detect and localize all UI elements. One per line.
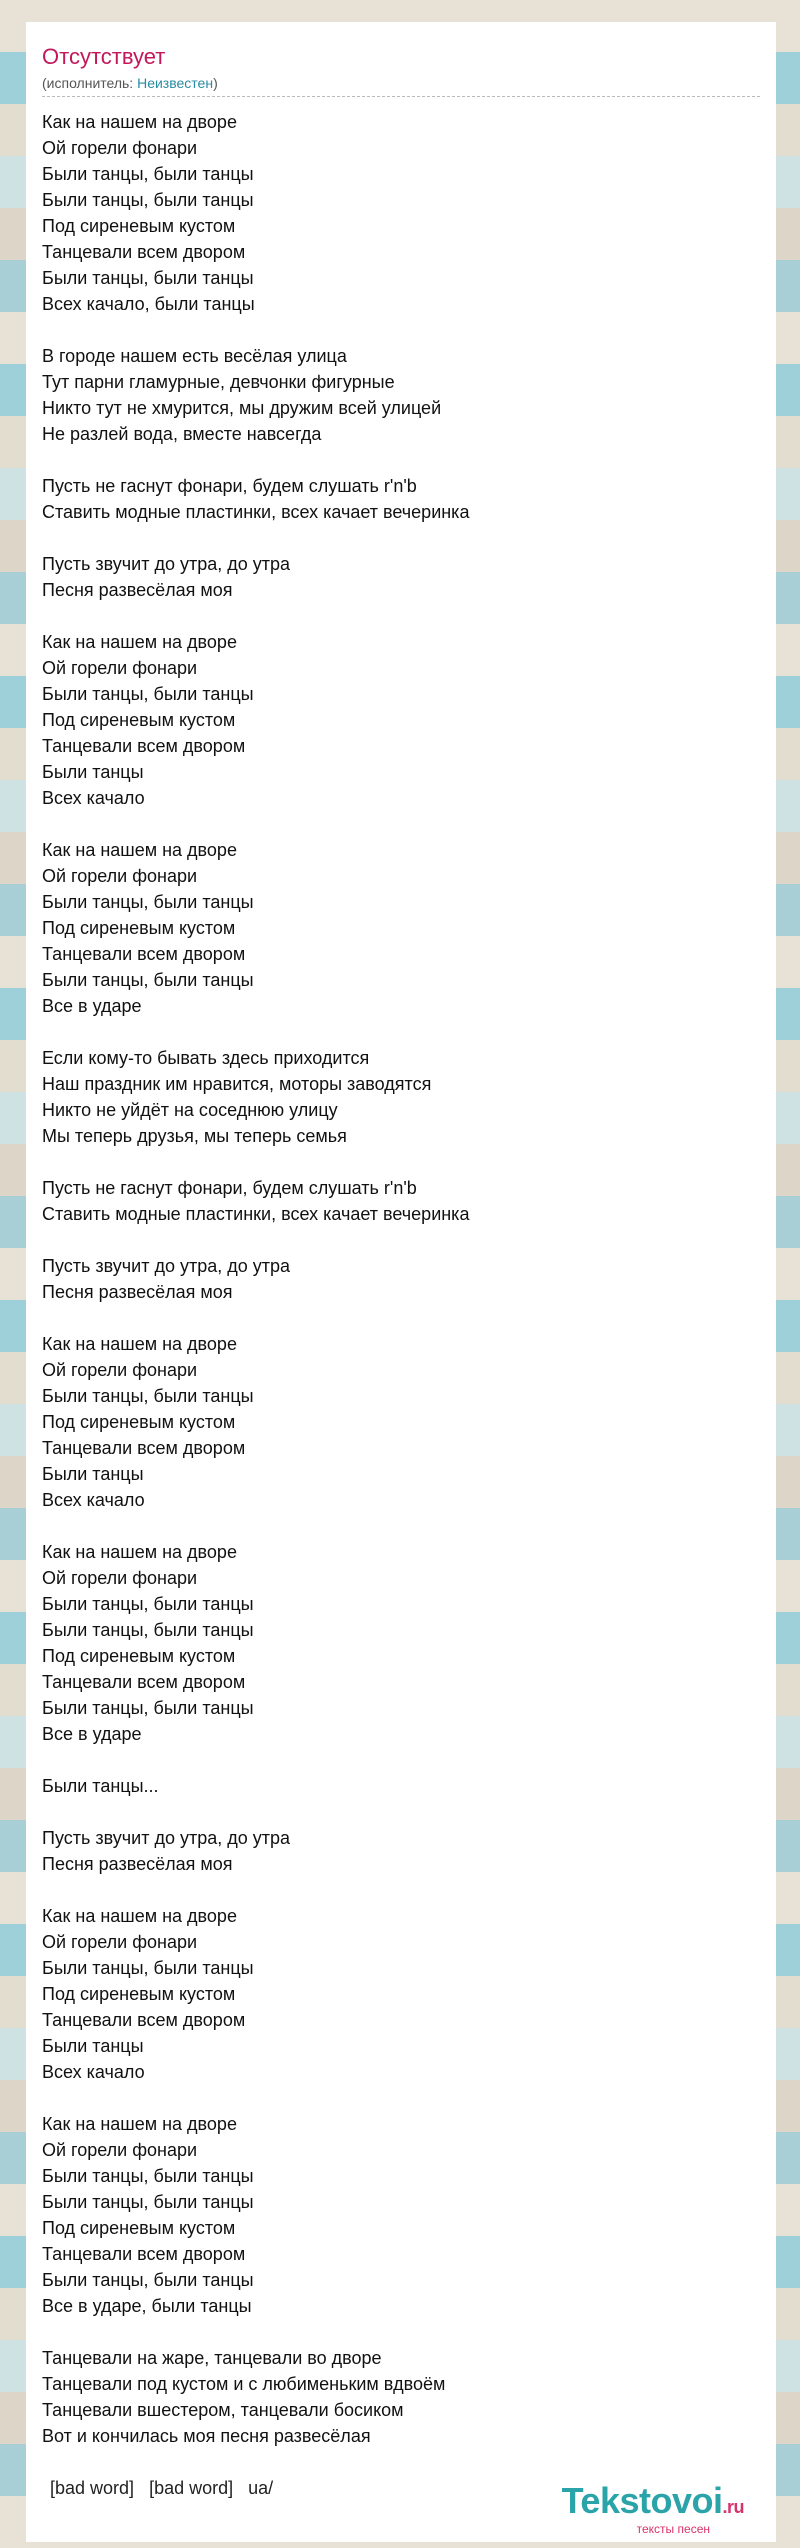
lyrics-line: Как на нашем на дворе: [42, 1906, 237, 1926]
lyrics-line: Пусть не гаснут фонари, будем слушать r'n'b: [42, 1178, 417, 1198]
lyrics-line: В городе нашем есть весёлая улица: [42, 346, 347, 366]
lyrics-line: Были танцы: [42, 2036, 144, 2056]
logo-tld: .ru: [722, 2497, 744, 2517]
lyrics-line: Ой горели фонари: [42, 658, 198, 678]
artist-line: [42, 74, 760, 97]
lyrics-stanza: [42, 109, 760, 317]
lyrics-stanza: [42, 343, 760, 447]
lyrics-line: Ой горели фонари: [42, 1360, 198, 1380]
lyrics-line: Ой горели фонари: [42, 138, 198, 158]
lyrics-line: Были танцы, были танцы: [42, 190, 254, 210]
bad-word-3: ua/: [248, 2478, 274, 2498]
lyrics-stanza: [42, 837, 760, 1019]
artist-link[interactable]: Неизвестен: [137, 75, 214, 91]
lyrics-line: Всех качало, были танцы: [42, 294, 255, 314]
bad-word-2: [bad word]: [149, 2478, 234, 2498]
lyrics-line: Были танцы...: [42, 1776, 159, 1796]
lyrics-line: Если кому-то бывать здесь приходится: [42, 1048, 370, 1068]
lyrics-line: Были танцы, были танцы: [42, 1620, 254, 1640]
lyrics-line: Танцевали всем двором: [42, 242, 246, 262]
lyrics-line: Были танцы, были танцы: [42, 1386, 254, 1406]
lyrics-line: Танцевали на жаре, танцевали во дворе: [42, 2348, 382, 2368]
lyrics-line: Танцевали всем двором: [42, 1438, 246, 1458]
lyrics-line: Под сиреневым кустом: [42, 216, 236, 236]
lyrics-line: Песня развесёлая моя: [42, 1854, 233, 1874]
lyrics-line: Песня развесёлая моя: [42, 580, 233, 600]
lyrics-stanza: [42, 551, 760, 603]
lyrics-stanza: [42, 1253, 760, 1305]
lyrics-line: Были танцы, были танцы: [42, 892, 254, 912]
lyrics-line: Были танцы, были танцы: [42, 2192, 254, 2212]
artist-prefix: (исполнитель:: [42, 75, 138, 91]
lyrics-line: Танцевали всем двором: [42, 1672, 246, 1692]
lyrics-line: Как на нашем на дворе: [42, 2114, 237, 2134]
lyrics-line: Не разлей вода, вместе навсегда: [42, 424, 322, 444]
lyrics-body: [42, 109, 760, 2449]
lyrics-stanza: [42, 2111, 760, 2319]
lyrics-stanza: [42, 629, 760, 811]
bad-word-1: [bad word]: [50, 2478, 135, 2498]
lyrics-line: Как на нашем на дворе: [42, 632, 237, 652]
lyrics-line: Ой горели фонари: [42, 1932, 198, 1952]
lyrics-line: Ой горели фонари: [42, 2140, 198, 2160]
lyrics-line: Ой горели фонари: [42, 866, 198, 886]
lyrics-line: Тут парни гламурные, девчонки фигурные: [42, 372, 395, 392]
lyrics-line: Пусть звучит до утра, до утра: [42, 1256, 291, 1276]
lyrics-line: Пусть не гаснут фонари, будем слушать r'n'b: [42, 476, 417, 496]
lyrics-stanza: [42, 473, 760, 525]
lyrics-line: Всех качало: [42, 788, 145, 808]
lyrics-line: Были танцы, были танцы: [42, 1958, 254, 1978]
lyrics-stanza: [42, 1773, 760, 1799]
lyrics-stanza: [42, 1825, 760, 1877]
lyrics-stanza: [42, 1331, 760, 1513]
lyrics-line: Песня развесёлая моя: [42, 1282, 233, 1302]
lyrics-line: Под сиреневым кустом: [42, 1412, 236, 1432]
lyrics-line: Были танцы, были танцы: [42, 2166, 254, 2186]
lyrics-line: Мы теперь друзья, мы теперь семья: [42, 1126, 347, 1146]
lyrics-line: Были танцы, были танцы: [42, 2270, 254, 2290]
lyrics-line: Вот и кончилась моя песня развесёлая: [42, 2426, 371, 2446]
lyrics-card: [26, 22, 776, 2542]
lyrics-line: Были танцы: [42, 762, 144, 782]
lyrics-line: Ой горели фонари: [42, 1568, 198, 1588]
lyrics-line: Танцевали всем двором: [42, 2244, 246, 2264]
lyrics-line: Пусть звучит до утра, до утра: [42, 554, 291, 574]
lyrics-line: Под сиреневым кустом: [42, 918, 236, 938]
lyrics-stanza: [42, 1903, 760, 2085]
lyrics-line: Танцевали всем двором: [42, 944, 246, 964]
logo-tagline: тексты песен: [636, 2522, 710, 2536]
lyrics-stanza: [42, 1175, 760, 1227]
lyrics-line: Танцевали всем двором: [42, 2010, 246, 2030]
lyrics-line: Танцевали всем двором: [42, 736, 246, 756]
lyrics-line: Никто не уйдёт на соседнюю улицу: [42, 1100, 338, 1120]
lyrics-line: Были танцы, были танцы: [42, 1594, 254, 1614]
lyrics-line: Как на нашем на дворе: [42, 1334, 237, 1354]
lyrics-line: Были танцы, были танцы: [42, 970, 254, 990]
lyrics-line: Как на нашем на дворе: [42, 1542, 237, 1562]
lyrics-line: Как на нашем на дворе: [42, 112, 237, 132]
artist-suffix: ): [213, 75, 218, 91]
lyrics-line: Как на нашем на дворе: [42, 840, 237, 860]
lyrics-line: Всех качало: [42, 2062, 145, 2082]
logo-main-text: Tekstovoi: [561, 2480, 723, 2521]
lyrics-line: Ставить модные пластинки, всех качает вечеринка: [42, 1204, 470, 1224]
song-title: Отсутствует: [42, 44, 166, 69]
lyrics-line: Ставить модные пластинки, всех качает вечеринка: [42, 502, 470, 522]
lyrics-line: Никто тут не хмурится, мы дружим всей улицей: [42, 398, 442, 418]
lyrics-line: Пусть звучит до утра, до утра: [42, 1828, 291, 1848]
lyrics-line: Все в ударе: [42, 996, 142, 1016]
lyrics-line: Были танцы, были танцы: [42, 268, 254, 288]
lyrics-line: Все в ударе, были танцы: [42, 2296, 252, 2316]
lyrics-stanza: [42, 1045, 760, 1149]
lyrics-line: Под сиреневым кустом: [42, 2218, 236, 2238]
lyrics-line: Под сиреневым кустом: [42, 1646, 236, 1666]
site-logo[interactable]: [562, 2482, 744, 2536]
lyrics-line: Были танцы, были танцы: [42, 684, 254, 704]
lyrics-line: Под сиреневым кустом: [42, 710, 236, 730]
lyrics-line: Были танцы, были танцы: [42, 164, 254, 184]
lyrics-line: Всех качало: [42, 1490, 145, 1510]
lyrics-line: Были танцы: [42, 1464, 144, 1484]
lyrics-line: Все в ударе: [42, 1724, 142, 1744]
lyrics-stanza: [42, 2345, 760, 2449]
lyrics-line: Наш праздник им нравится, моторы заводятся: [42, 1074, 432, 1094]
lyrics-line: Танцевали под кустом и с любименьким вдвоём: [42, 2374, 446, 2394]
lyrics-line: Танцевали вшестером, танцевали босиком: [42, 2400, 404, 2420]
lyrics-line: Под сиреневым кустом: [42, 1984, 236, 2004]
lyrics-line: Были танцы, были танцы: [42, 1698, 254, 1718]
lyrics-stanza: [42, 1539, 760, 1747]
